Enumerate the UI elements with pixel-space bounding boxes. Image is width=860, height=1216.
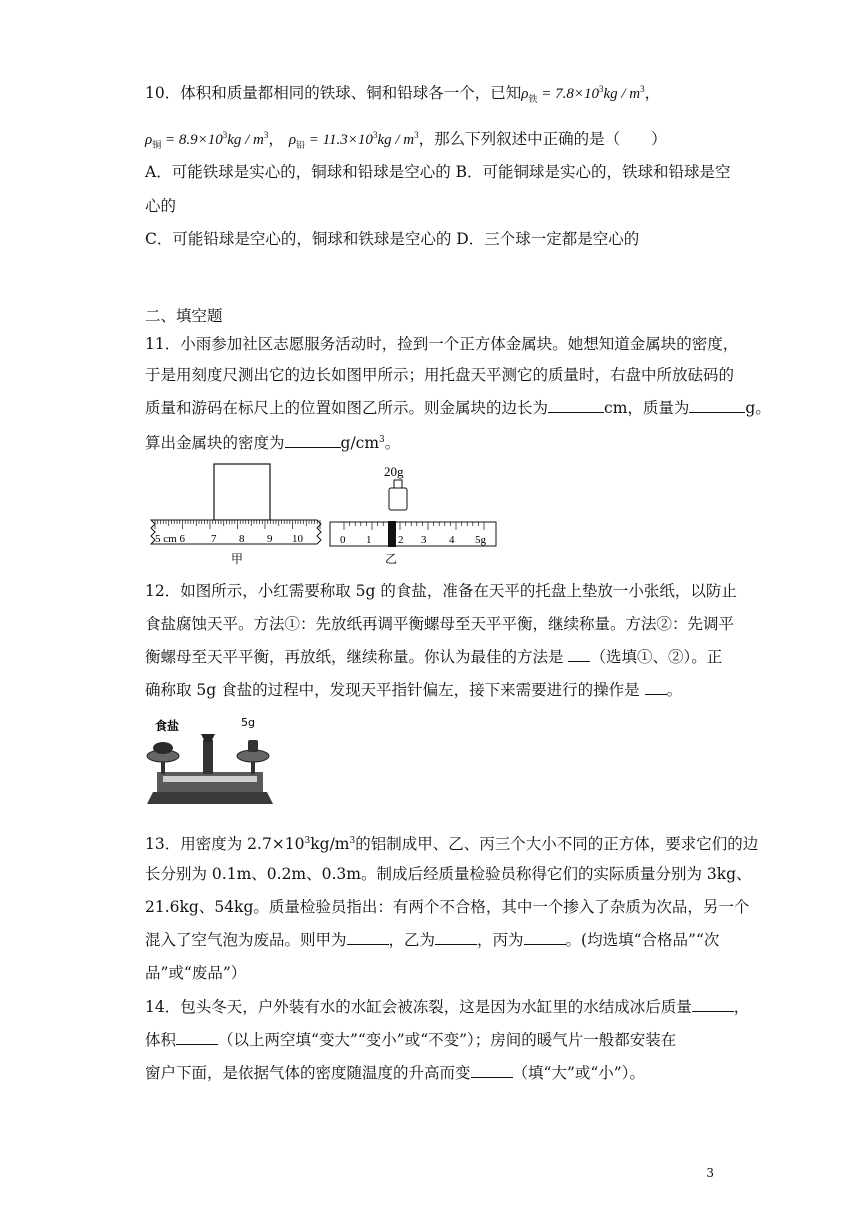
q10-line1: 10．体积和质量都相同的铁球、铜和铅球各一个，已知$\rho_铁 = 7.8\times 10^3kg / m^3$， — [145, 84, 661, 104]
page-number: 3 — [706, 1166, 714, 1180]
q11-line2: 于是用刻度尺测出它的边长如图甲所示；用托盘天平测它的质量时，右盘中所放砝码的 — [145, 366, 735, 384]
q14-line3: 窗户下面，是依据气体的密度随温度的升高而变 （填“大”或“小”）。 — [145, 1064, 645, 1082]
svg-text:4: 4 — [449, 534, 455, 546]
rho-lead: $\rho_铅 = 11.3\times 10^3kg / m^3$ — [288, 130, 419, 150]
weight-label-20g: 20g — [384, 464, 404, 479]
blank-mass[interactable] — [689, 398, 745, 413]
svg-text:5g: 5g — [475, 534, 486, 546]
q14-line2: 体积 （以上两空填“变大”“变小”或“不变”）；房间的暖气片一般都安装在 — [145, 1031, 677, 1049]
svg-text:2: 2 — [398, 534, 404, 546]
q13-line5: 品”或“废品”） — [145, 964, 247, 982]
ruler-figure — [145, 460, 325, 570]
q10-stem: 10．体积和质量都相同的铁球、铜和铅球各一个，已知 — [145, 84, 522, 102]
ruler-label-8: 8 — [239, 533, 245, 545]
q11-line1: 11．小雨参加社区志愿服务活动时，捡到一个正方体金属块。她想知道金属块的密度， — [145, 335, 739, 353]
weight-label-5g: 5g — [241, 716, 255, 729]
blank-bing[interactable] — [524, 930, 566, 945]
blank-jia[interactable] — [347, 930, 389, 945]
weight-knob — [394, 480, 402, 488]
q12-line4: 确称取 5g 食盐的过程中，发现天平指针偏左，接下来需要进行的操作是 。 — [145, 681, 683, 699]
q10-option-b-cont: 心的 — [145, 197, 177, 215]
salt-label: 食盐 — [155, 719, 180, 733]
q13-line2: 长分别为 0.1m、0.2m、0.3m。制成后经质量检验员称得它们的实际质量分别为 3kg、 — [145, 865, 752, 883]
balance-base — [147, 792, 273, 804]
svg-text:0: 0 — [340, 534, 346, 546]
rider — [388, 521, 396, 547]
salt-balance-figure — [145, 712, 275, 812]
q13-line1: 13．用密度为 $2.7\times 10^3kg/m^3$的铝制成甲、乙、丙三个大小不同的正方体，要求它们的边 — [145, 835, 759, 853]
q10-line2: $\rho_铜 = 8.9\times 10^3kg / m^3$， $\rho_铅 = 11.3\times 10^3kg / m^3$，那么下列叙述中正确的是（ ） — [145, 130, 667, 150]
ruler-label-9: 9 — [267, 533, 273, 545]
balance-pillar — [203, 740, 213, 774]
q13-line3: 21.6kg、54kg。质量检验员指出：有两个不合格，其中一个掺入了杂质为次品，另一个 — [145, 898, 750, 916]
ruler-label-10: 10 — [292, 533, 303, 545]
blank-next-operation[interactable] — [645, 680, 667, 695]
rho-iron: $\rho_铁 = 7.8\times 10^3kg / m^3$ — [521, 84, 645, 104]
salt-pile — [153, 742, 173, 754]
q12-line1: 12．如图所示，小红需要称取 5g 的食盐，准备在天平的托盘上垫放一小张纸，以防止 — [145, 582, 737, 600]
blank-ice-volume[interactable] — [176, 1030, 218, 1045]
section-title: 二、填空题 — [145, 307, 223, 325]
metal-cube — [214, 464, 270, 520]
q10-option-a-b: A．可能铁球是实心的，铜球和铅球是空心的 B．可能铜球是实心的，铁球和铅球是空 — [145, 163, 731, 181]
balance-scale-figure — [326, 460, 501, 570]
ruler-label-7: 7 — [211, 533, 217, 545]
q12-line2: 食盐腐蚀天平。方法①：先放纸再调平衡螺母至天平平衡，继续称量。方法②：先调平 — [145, 615, 735, 633]
blank-density[interactable] — [285, 433, 341, 448]
q11-line3: 质量和游码在标尺上的位置如图乙所示。则金属块的边长为 cm，质量为 g。 — [145, 399, 771, 417]
svg-text:3: 3 — [421, 534, 427, 546]
figure-caption-jia: 甲 — [231, 552, 244, 566]
q11-line4: 算出金属块的密度为 $g/cm^3$。 — [145, 434, 401, 452]
svg-text:1: 1 — [366, 534, 372, 546]
ruler-label-5-6: 5 cm 6 — [155, 533, 185, 545]
blank-ice-mass[interactable] — [692, 997, 734, 1012]
blank-yi[interactable] — [435, 930, 477, 945]
q12-line3: 衡螺母至天平平衡，再放纸，继续称量。你认为最佳的方法是 （选填①、②）。正 — [145, 648, 723, 666]
weight-5g — [248, 740, 258, 752]
balance-beam — [163, 776, 257, 782]
blank-density-change[interactable] — [471, 1063, 513, 1078]
rho-copper: $\rho_铜 = 8.9\times 10^3kg / m^3$ — [145, 130, 269, 150]
q14-line1: 14．包头冬天，户外装有水的水缸会被冻裂，这是因为水缸里的水结成冰后质量 ， — [145, 998, 750, 1016]
blank-edge-length[interactable] — [548, 398, 604, 413]
weight-20g — [389, 488, 407, 510]
q10-option-c-d: C．可能铅球是空心的，铜球和铁球是空心的 D．三个球一定都是空心的 — [145, 230, 640, 248]
blank-best-method[interactable] — [568, 647, 590, 662]
figure-caption-yi: 乙 — [385, 552, 398, 566]
q13-line4: 混入了空气泡为废品。则甲为 ，乙为 ，丙为 。(均选填“合格品”“次 — [145, 931, 720, 949]
